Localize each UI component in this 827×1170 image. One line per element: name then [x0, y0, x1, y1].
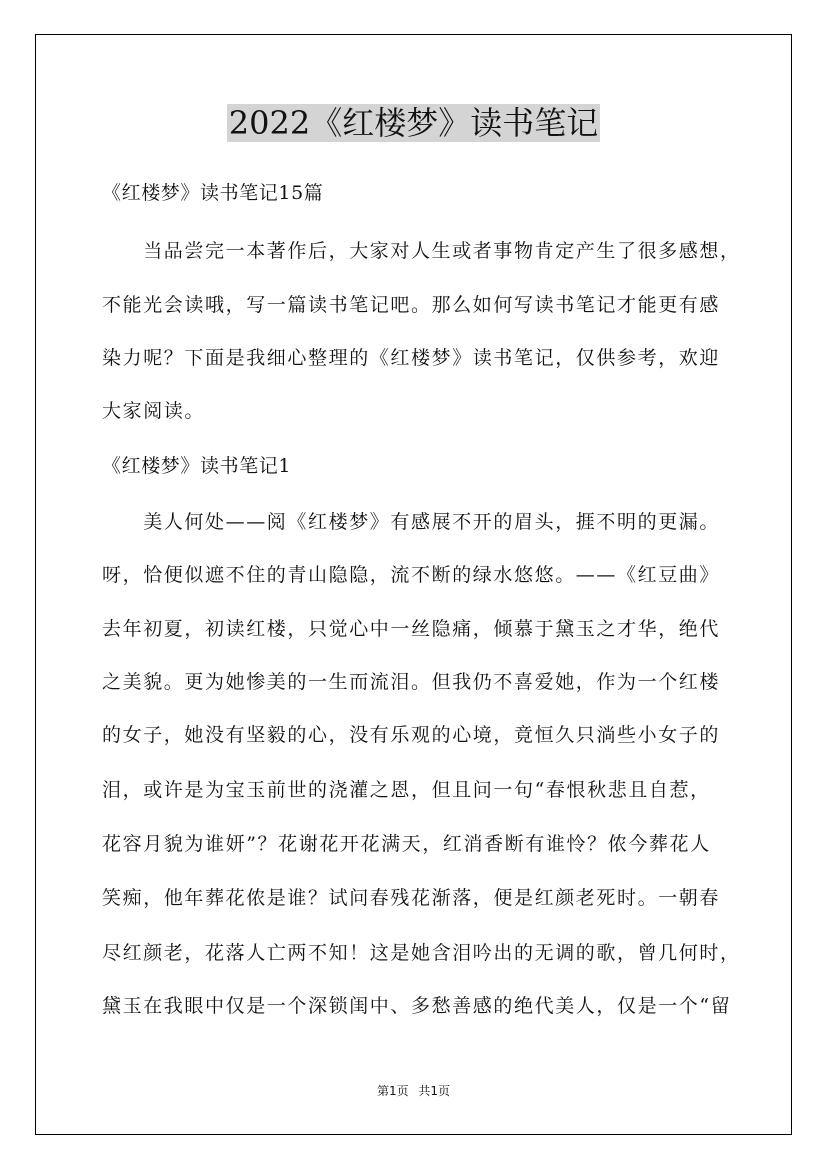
text-line: 的女子，她没有坚毅的心，没有乐观的心境，竟恒久只淌些小女子的 [102, 724, 721, 746]
page-total: 共1页 [418, 1084, 451, 1098]
section-heading: 《红楼梦》读书笔记1 [102, 455, 292, 477]
text-line: 染力呢？下面是我细心整理的《红楼梦》读书笔记，仅供参考，欢迎 [102, 347, 721, 369]
document-title: 2022《红楼梦》读书笔记 [228, 104, 599, 142]
text-line: 当品尝完一本著作后，大家对人生或者事物肯定产生了很多感想， [102, 240, 741, 262]
text-line: 不能光会读哦，写一篇读书笔记吧。那么如何写读书笔记才能更有感 [102, 294, 721, 316]
text-line: 泪，或许是为宝玉前世的浇灌之恩，但且问一句“春恨秋悲且自惹， [102, 779, 711, 801]
section-heading: 《红楼梦》读书笔记15篇 [102, 182, 324, 204]
text-line: 美人何处——阅《红楼梦》有感展不开的眉头，捱不明的更漏。 [102, 511, 721, 533]
text-line: 去年初夏，初读红楼，只觉心中一丝隐痛，倾慕于黛玉之才华，绝代 [102, 618, 721, 640]
page-number: 第1页 [376, 1084, 409, 1098]
text-line: 之美貌。更为她惨美的一生而流泪。但我仍不喜爱她，作为一个红楼 [102, 671, 721, 693]
text-line: 黛玉在我眼中仅是一个深锁闺中、多愁善感的绝代美人，仅是一个“留 [102, 995, 732, 1017]
text-line: 尽红颜老，花落人亡两不知！这是她含泪吟出的无调的歌，曾几何时， [102, 942, 741, 964]
text-line: 大家阅读。 [102, 400, 206, 422]
page-footer [0, 1083, 827, 1099]
text-line: 花容月貌为谁妍”？花谢花开花满天，红消香断有谁怜？侬今葬花人 [102, 833, 711, 855]
text-line: 呀，恰便似遮不住的青山隐隐，流不断的绿水悠悠。——《红豆曲》 [102, 564, 721, 586]
text-line: 笑痴，他年葬花侬是谁？试问春残花渐落，便是红颜老死时。一朝春 [102, 887, 721, 909]
